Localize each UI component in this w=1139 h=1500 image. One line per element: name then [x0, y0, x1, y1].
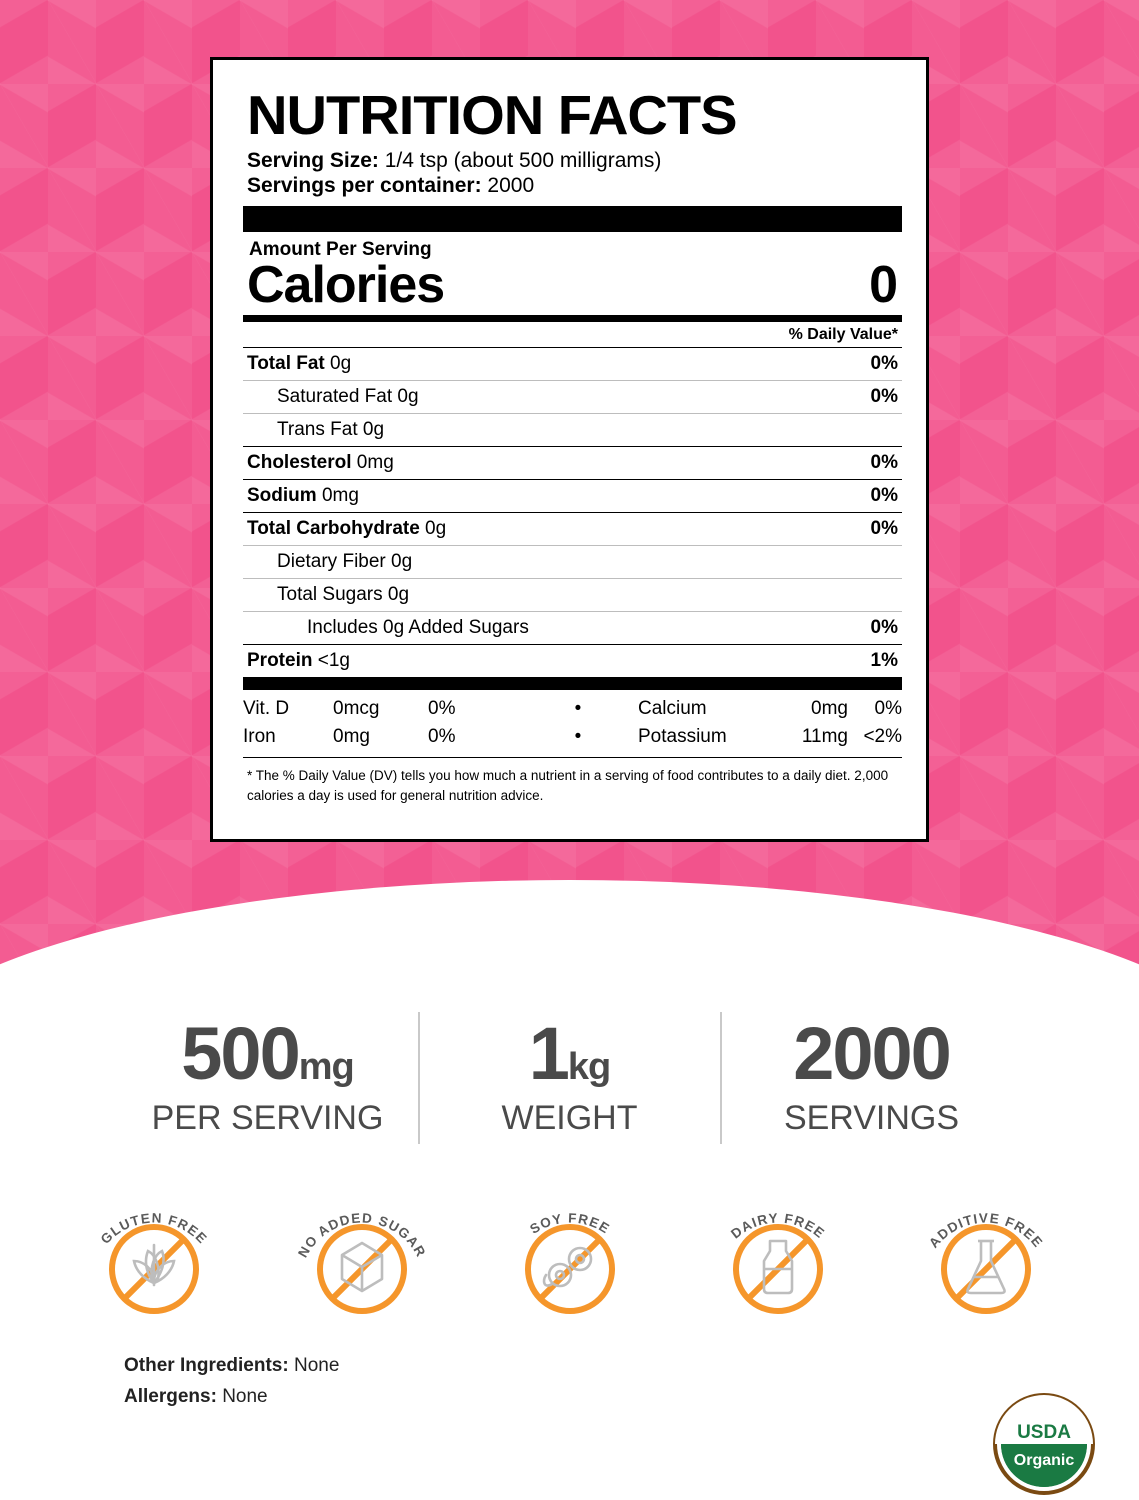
stat-label-weight: WEIGHT	[501, 1099, 638, 1137]
allergens-label: Allergens:	[124, 1386, 217, 1407]
servings-per-container-label: Servings per container:	[247, 174, 482, 197]
micro-dv-2: 0%	[874, 698, 902, 719]
nutrient-label: Sodium 0mg	[247, 485, 359, 506]
allergens-value: None	[222, 1386, 268, 1407]
serving-size-label: Serving Size:	[247, 149, 379, 172]
nutrient-label: Saturated Fat 0g	[277, 386, 419, 407]
nutrient-row	[243, 579, 902, 611]
stat-servings	[722, 1012, 1022, 1138]
bullet-icon: •	[574, 698, 582, 719]
stat-label-per-serving: PER SERVING	[151, 1099, 384, 1137]
bullet-icon: •	[574, 726, 582, 747]
nutrient-row	[243, 414, 902, 446]
nutrient-dv: 0%	[870, 617, 898, 638]
micro-name: Iron	[243, 726, 276, 747]
micro-amount-2: 0mg	[811, 698, 848, 719]
usda-seal-line1: USDA	[1017, 1422, 1071, 1443]
stat-number: 1	[528, 1012, 568, 1095]
micro-dv: 0%	[428, 726, 456, 747]
badge-graphic: DAIRY FREE	[727, 1210, 828, 1242]
nutrient-label: Protein <1g	[247, 650, 350, 671]
nutrient-row	[243, 645, 902, 677]
badge-graphic	[342, 1243, 382, 1291]
nutrient-dv: 1%	[870, 650, 898, 671]
micro-name-2: Potassium	[638, 726, 727, 747]
footnote-separator	[243, 757, 902, 758]
nutrient-row	[243, 348, 902, 380]
stat-number: 500	[181, 1012, 299, 1095]
nutrient-dv: 0%	[870, 452, 898, 473]
nutrient-dv: 0%	[870, 485, 898, 506]
nutrient-dv: 0%	[870, 353, 898, 374]
calories-row	[247, 255, 898, 315]
footer-info	[124, 1355, 339, 1417]
servings-per-container-line	[247, 174, 902, 198]
nutrient-row	[243, 513, 902, 545]
serving-size-line	[247, 149, 902, 173]
badge-slash	[956, 1239, 1016, 1299]
nutrient-label: Includes 0g Added Sugars	[307, 617, 529, 638]
thick-divider-bar	[243, 206, 902, 232]
allergens-line	[124, 1386, 339, 1408]
serving-size-value: 1/4 tsp (about 500 milligrams)	[384, 149, 662, 172]
stat-number: 2000	[793, 1012, 950, 1095]
micronutrient-table	[243, 695, 902, 751]
nutrient-label: Dietary Fiber 0g	[277, 551, 413, 572]
nutrient-label: Trans Fat 0g	[277, 419, 385, 440]
other-ingredients-line	[124, 1355, 339, 1377]
nutrient-label: Cholesterol 0mg	[247, 452, 394, 473]
stat-unit: kg	[567, 1046, 611, 1088]
stat-value-servings	[722, 1012, 1022, 1095]
badge-graphic	[925, 1211, 1045, 1251]
badge-no-added-sugar	[282, 1185, 442, 1325]
nutrient-dv: 0%	[870, 518, 898, 539]
amount-per-serving-label: Amount Per Serving	[249, 239, 432, 260]
badge-graphic: SOY FREE	[526, 1210, 613, 1237]
micro-name: Vit. D	[243, 698, 290, 719]
micro-amount-2: 11mg	[801, 726, 848, 747]
micronutrient-row	[243, 695, 902, 723]
stat-value-per-serving	[118, 1012, 418, 1095]
calories-value: 0	[869, 256, 898, 314]
daily-value-header: % Daily Value*	[788, 326, 898, 343]
badge-graphic: NO ADDED SUGAR	[294, 1210, 429, 1260]
nutrient-rows	[243, 347, 902, 677]
micro-name-2: Calcium	[638, 698, 707, 719]
medium-divider-bar	[243, 677, 902, 690]
nutrient-row	[243, 381, 902, 413]
stat-weight	[420, 1012, 720, 1138]
badge-graphic: GLUTEN FREE	[97, 1210, 210, 1247]
nutrition-facts-panel	[210, 57, 929, 842]
badge-gluten-free	[74, 1185, 234, 1325]
nutrient-row	[243, 612, 902, 644]
badge-graphic	[527, 1210, 612, 1236]
usda-organic-seal	[993, 1393, 1095, 1495]
calories-underline	[243, 315, 902, 322]
nutrition-facts-title: NUTRITION FACTS	[247, 84, 737, 146]
badge-graphic: ADDITIVE FREE	[925, 1210, 1046, 1251]
badge-soy-free	[490, 1185, 650, 1325]
other-ingredients-value: None	[293, 1355, 340, 1376]
stats-row	[0, 995, 1139, 1160]
nutrient-row	[243, 480, 902, 512]
stat-label-servings: SERVINGS	[783, 1099, 960, 1137]
servings-per-container-value: 2000	[487, 174, 535, 197]
calories-label: Calories	[247, 256, 445, 314]
stat-value-weight	[420, 1012, 720, 1095]
stat-per-serving	[118, 1012, 418, 1138]
nutrient-dv: 0%	[870, 386, 898, 407]
micronutrient-row	[243, 723, 902, 751]
daily-value-footnote: * The % Daily Value (DV) tells you how much a nutrient in a serving of food contributes to a daily diet. 2,000 calories a day is used for general nutrition advice.	[247, 768, 889, 803]
usda-seal-line2: Organic	[1013, 1452, 1075, 1469]
badge-dairy-free	[698, 1185, 858, 1325]
nutrient-label: Total Fat 0g	[247, 353, 352, 374]
badge-additive-free	[906, 1185, 1066, 1325]
nutrient-row	[243, 546, 902, 578]
nutrient-row	[243, 447, 902, 479]
micro-dv-2: <2%	[863, 726, 902, 747]
nutrient-label: Total Sugars 0g	[277, 584, 410, 605]
free-from-badges	[0, 1185, 1139, 1330]
micro-dv: 0%	[428, 698, 456, 719]
stat-unit: mg	[298, 1046, 354, 1088]
other-ingredients-label: Other Ingredients:	[124, 1355, 289, 1376]
badge-graphic	[295, 1210, 429, 1260]
micro-amount: 0mcg	[333, 698, 380, 719]
nutrient-label: Total Carbohydrate 0g	[247, 518, 447, 539]
micro-amount: 0mg	[333, 726, 370, 747]
